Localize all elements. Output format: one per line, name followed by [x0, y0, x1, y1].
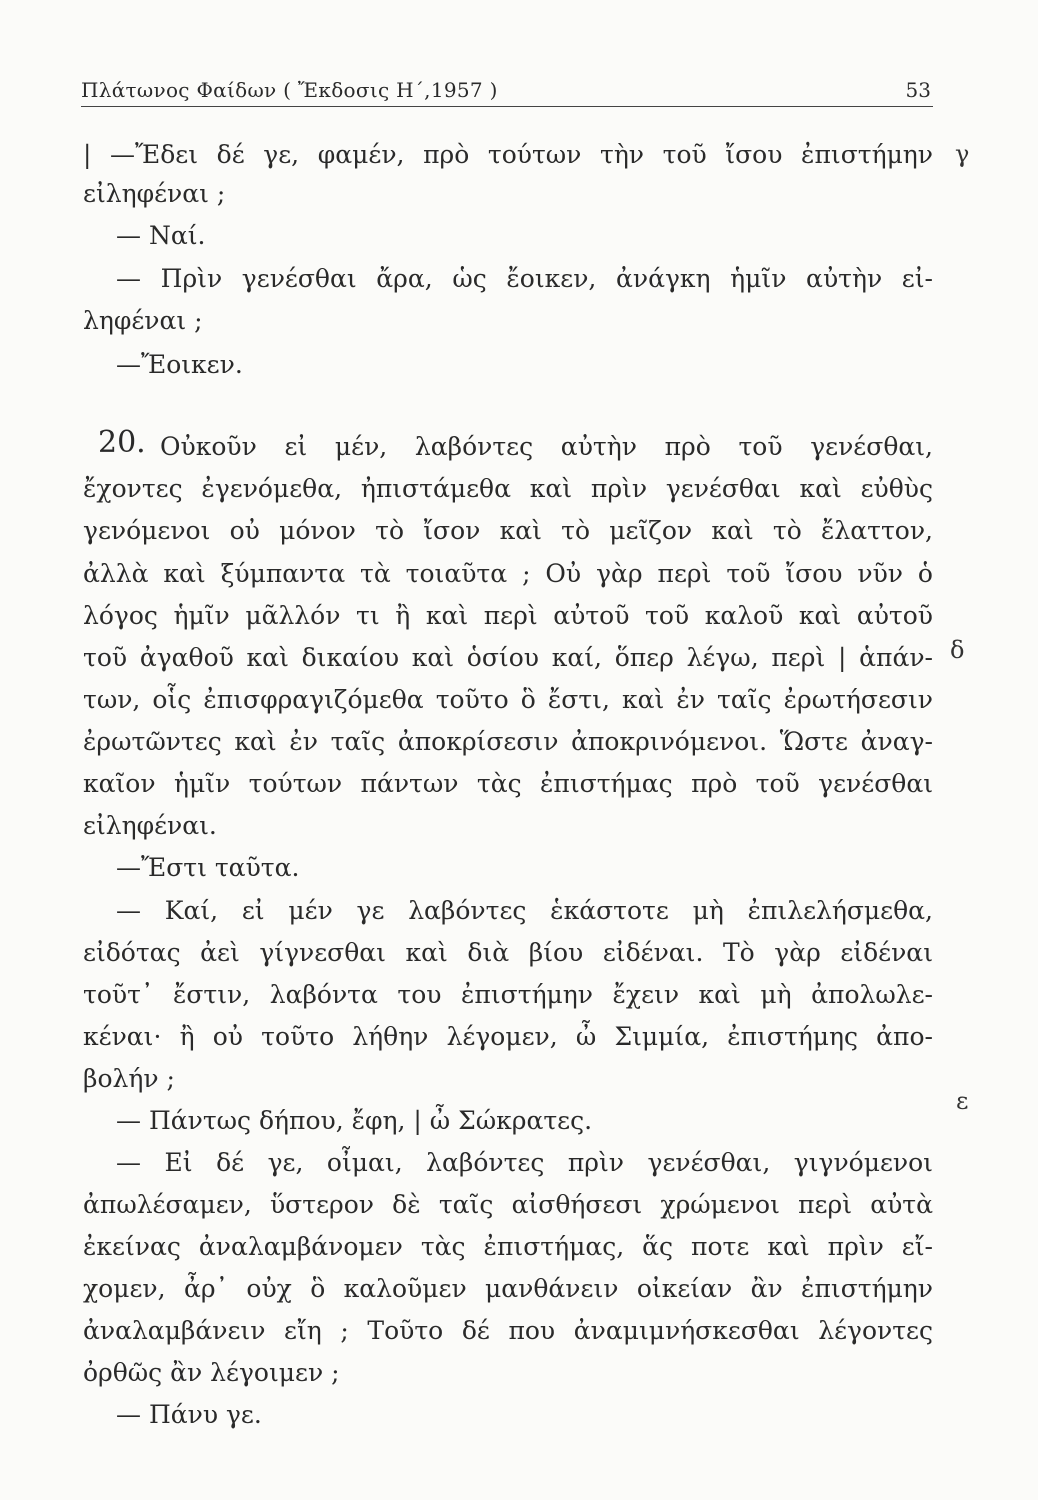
text-line: γενόμενοι οὐ μόνον τὸ ἴσον καὶ τὸ μεῖζον καὶ τὸ ἔλαττον,: [83, 516, 933, 545]
text-line: — Πάνυ γε.: [116, 1400, 262, 1429]
text-line: ἀναλαμβάνειν εἴη ; Τοῦτο δέ που ἀναμιμνήσκεσθαι λέγοντες: [83, 1316, 933, 1345]
text-line: ἐρωτῶντες καὶ ἐν ταῖς ἀποκρίσεσιν ἀποκρινόμενοι. Ὥστε ἀναγ-: [83, 727, 933, 756]
text-line: — Πρὶν γενέσθαι ἄρα, ὡς ἔοικεν, ἀνάγκη ἡμῖν αὐτὴν εἰ-: [116, 264, 933, 293]
margin-letter-gamma: γ: [955, 140, 970, 168]
text-line: —Ἔοικεν.: [116, 350, 243, 379]
text-line: των, οἷς ἐπισφραγιζόμεθα τοῦτο ὃ ἔστι, καὶ ἐν ταῖς ἐρωτήσεσιν: [83, 685, 933, 714]
text-line: λόγος ἡμῖν μᾶλλόν τι ἢ καὶ περὶ αὐτοῦ τοῦ καλοῦ καὶ αὐτοῦ: [83, 601, 933, 630]
text-line: τοῦτ᾽ ἔστιν, λαβόντα του ἐπιστήμην ἔχειν καὶ μὴ ἀπολωλε-: [83, 980, 933, 1009]
text-line: ἀπωλέσαμεν, ὕστερον δὲ ταῖς αἰσθήσεσι χρώμενοι περὶ αὐτὰ: [83, 1190, 933, 1219]
page-number: 53: [905, 78, 931, 102]
text-line: — Πάντως δήπου, ἔφη, | ὦ Σώκρατες.: [116, 1106, 593, 1135]
text-line: ἔχοντες ἐγενόμεθα, ἠπιστάμεθα καὶ πρὶν γενέσθαι καὶ εὐθὺς: [83, 474, 933, 503]
text-line: κέναι· ἢ οὐ τοῦτο λήθην λέγομεν, ὦ Σιμμία, ἐπιστήμης ἀπο-: [83, 1022, 933, 1051]
text-line: —Ἔστι ταῦτα.: [116, 853, 300, 882]
text-line: — Καί, εἰ μέν γε λαβόντες ἑκάστοτε μὴ ἐπιλελήσμεθα,: [116, 896, 933, 925]
text-line: εἰληφέναι ;: [83, 179, 226, 208]
running-header: [81, 72, 933, 107]
section-number: 20.: [98, 426, 146, 460]
text-line: ὀρθῶς ἂν λέγοιμεν ;: [83, 1358, 340, 1387]
text-line: χομεν, ἆρ᾽ οὐχ ὃ καλοῦμεν μανθάνειν οἰκείαν ἂν ἐπιστήμην: [83, 1274, 933, 1303]
text-line: εἰδότας ἀεὶ γίγνεσθαι καὶ διὰ βίου εἰδέναι. Τὸ γὰρ εἰδέναι: [83, 938, 933, 967]
text-line: — Εἰ δέ γε, οἶμαι, λαβόντες πρὶν γενέσθαι, γιγνόμενοι: [116, 1148, 933, 1177]
text-line: ληφέναι ;: [83, 306, 203, 335]
running-title: Πλάτωνος Φαίδων ( Ἔκδοσις Η΄,1957 ): [81, 78, 498, 102]
text-line: ἐκείνας ἀναλαμβάνομεν τὰς ἐπιστήμας, ἅς ποτε καὶ πρὶν εἴ-: [83, 1232, 933, 1261]
text-line: βολήν ;: [83, 1064, 175, 1093]
text-line: ἀλλὰ καὶ ξύμπαντα τὰ τοιαῦτα ; Οὐ γὰρ περὶ τοῦ ἴσου νῦν ὁ: [83, 559, 933, 588]
text-line: — Ναί.: [116, 221, 206, 250]
text-line: | —Ἔδει δέ γε, φαμέν, πρὸ τούτων τὴν τοῦ ἴσου ἐπιστήμην: [83, 140, 933, 169]
text-line: Οὐκοῦν εἰ μέν, λαβόντες αὐτὴν πρὸ τοῦ γενέσθαι,: [160, 432, 933, 461]
margin-letter-delta: δ: [950, 636, 965, 664]
margin-letter-epsilon: ε: [956, 1087, 969, 1115]
text-line: καῖον ἡμῖν τούτων πάντων τὰς ἐπιστήμας πρὸ τοῦ γενέσθαι: [83, 769, 933, 798]
text-line: τοῦ ἀγαθοῦ καὶ δικαίου καὶ ὁσίου καί, ὅπερ λέγω, περὶ | ἁπάν-: [83, 643, 933, 672]
text-line: εἰληφέναι.: [83, 811, 217, 840]
